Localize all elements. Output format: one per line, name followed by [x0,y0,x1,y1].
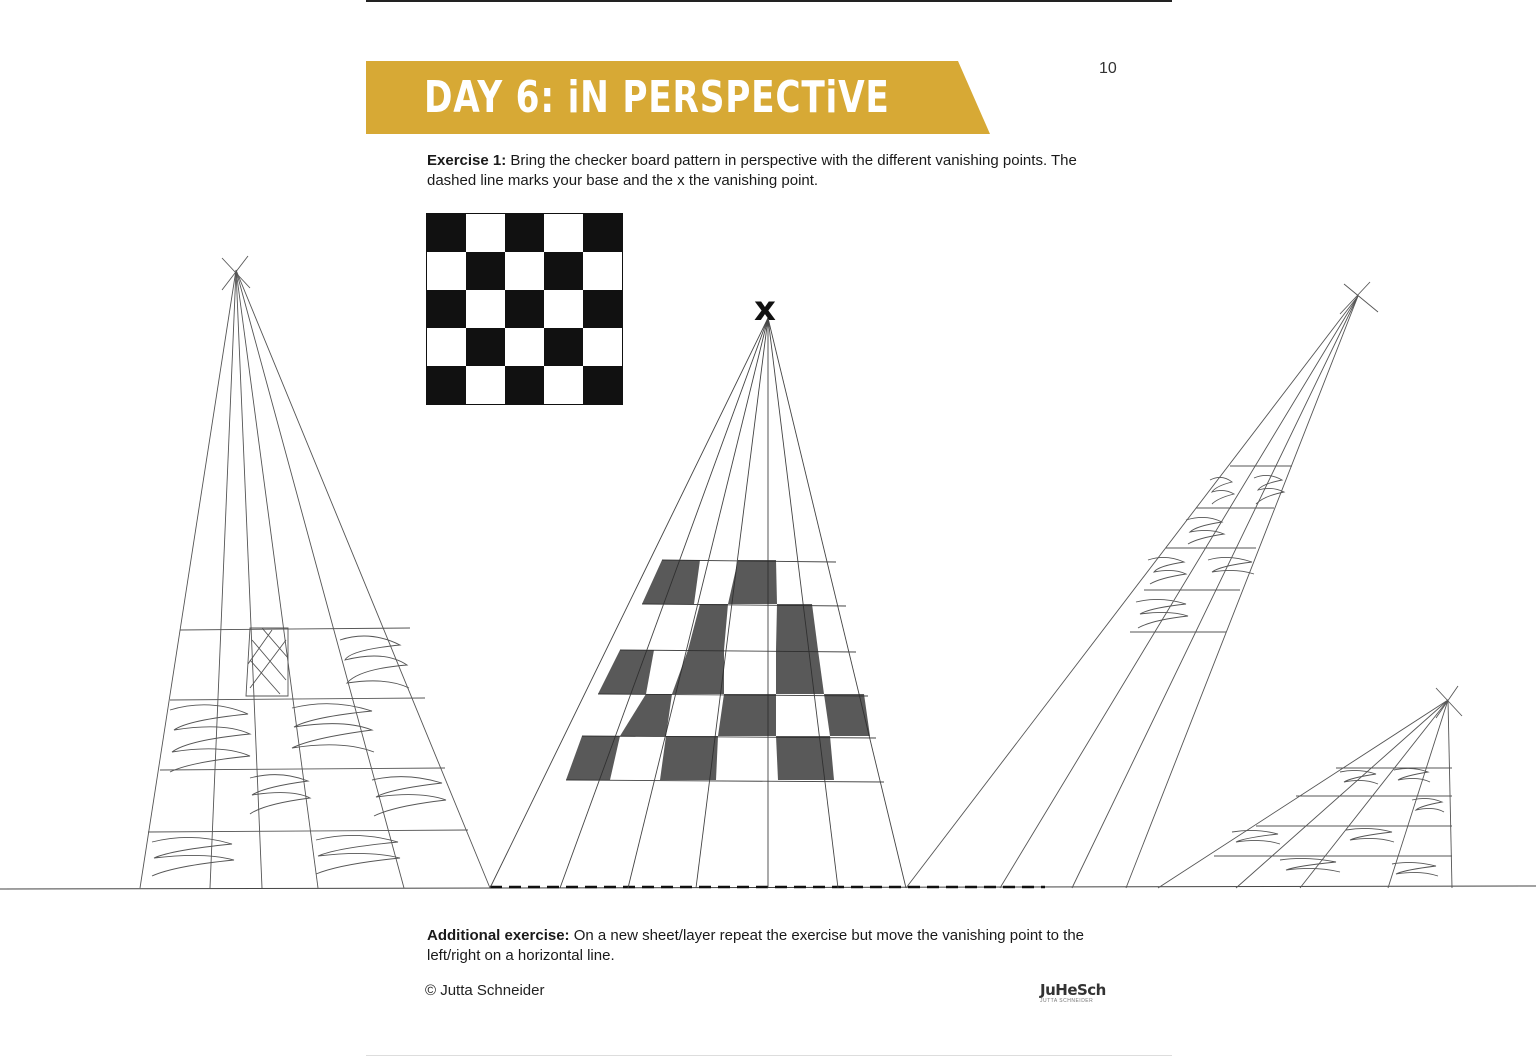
vanishing-point-x-mark: x [754,289,776,329]
page-number: 10 [1099,60,1117,77]
exercise-1-text: Bring the checker board pattern in perspective with the different vanishing points. The dashed line marks your base and the x the vanishing point. [427,152,1077,189]
sketch-far-right [1158,686,1462,888]
additional-exercise-instructions [427,926,1117,966]
sketch-center [490,318,906,888]
exercise-1-label: Exercise 1: [427,152,507,169]
juhesch-logo [1040,982,1112,1006]
bottom-rule [366,1055,1172,1056]
logo-wordmark: JuHeSch [1040,981,1106,999]
logo-subtitle: JUTTA SCHNEIDER [1040,998,1094,1004]
vp-cross-right-b [1340,282,1370,314]
sketch-right [906,282,1378,888]
additional-exercise-text: On a new sheet/layer repeat the exercise but move the vanishing point to the left/right on a horizontal line. [427,927,1085,964]
additional-exercise-label: Additional exercise: [427,927,570,944]
copyright-notice: © Jutta Schneider [425,982,545,999]
page-title: DAY 6: iN PERSPECTiVE [424,72,890,123]
sketch-left [140,256,490,888]
sketch-center-shading [566,560,870,780]
